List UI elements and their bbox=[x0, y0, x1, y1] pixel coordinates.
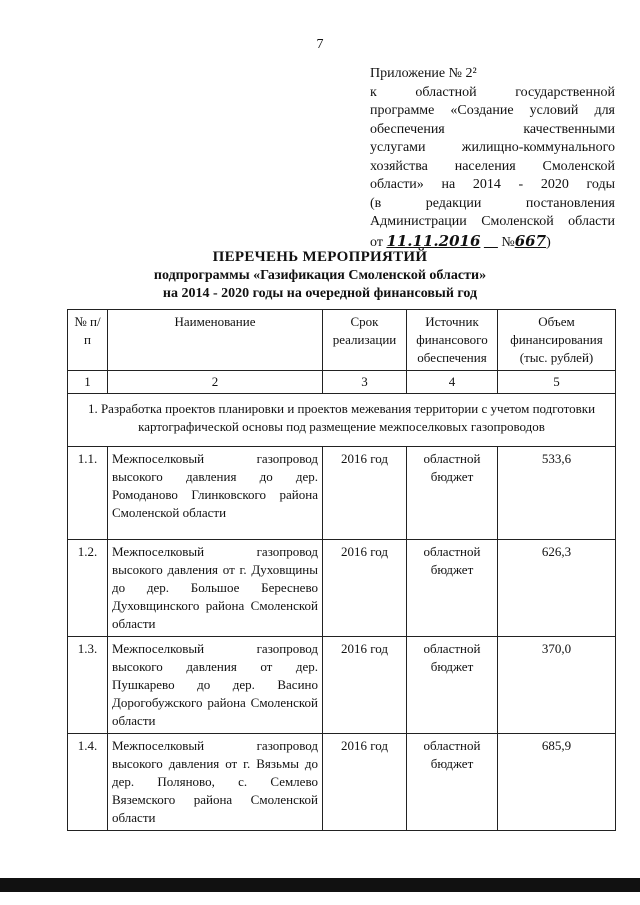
table-row bbox=[68, 637, 616, 734]
row-amount: 533,6 bbox=[498, 447, 616, 540]
from-label: от bbox=[370, 234, 383, 250]
row-term: 2016 год bbox=[323, 637, 407, 734]
column-number: 5 bbox=[498, 371, 616, 394]
row-num: 1.2. bbox=[68, 540, 108, 637]
table-row bbox=[68, 447, 616, 540]
page-number: 7 bbox=[316, 37, 324, 52]
title-line-2: подпрограммы «Газификация Смоленской области» bbox=[153, 268, 487, 283]
table-header-row bbox=[68, 310, 616, 371]
row-term: 2016 год bbox=[323, 734, 407, 831]
section-row bbox=[68, 394, 616, 447]
row-source: областной бюджет bbox=[407, 540, 498, 637]
table-row bbox=[68, 540, 616, 637]
row-num: 1.1. bbox=[68, 447, 108, 540]
row-term: 2016 год bbox=[323, 447, 407, 540]
row-source: областной бюджет bbox=[407, 447, 498, 540]
header-name: Наименование bbox=[108, 310, 323, 371]
document-title bbox=[0, 248, 640, 303]
row-name: Межпоселковый газопровод высокого давления от г. Духовщины до дер. Большое Береснево Духовщинского района Смоленской области bbox=[108, 540, 323, 637]
appendix-line: Администрации Смоленской области bbox=[370, 214, 615, 229]
column-number-row bbox=[68, 371, 616, 394]
title-line-3: на 2014 - 2020 годы на очередной финансовый год bbox=[162, 286, 478, 301]
appendix-line: (в редакции постановления bbox=[370, 195, 615, 211]
measures-table bbox=[67, 309, 616, 831]
appendix-line: программе «Создание условий для bbox=[370, 103, 615, 118]
appendix-line: хозяйства населения Смоленской bbox=[370, 158, 615, 174]
row-name: Межпоселковый газопровод высокого давления до дер. Ромоданово Глинковского района Смоленской области bbox=[108, 447, 323, 540]
handwritten-number: 667 bbox=[514, 231, 547, 250]
column-number: 2 bbox=[108, 371, 323, 394]
row-source: областной бюджет bbox=[407, 734, 498, 831]
column-number: 1 bbox=[68, 371, 108, 394]
appendix-line: Приложение № 2² bbox=[370, 66, 477, 81]
row-num: 1.4. bbox=[68, 734, 108, 831]
appendix-header bbox=[370, 65, 615, 252]
row-name: Межпоселковый газопровод высокого давления от дер. Пушкарево до дер. Васино Дорогобужского района Смоленской области bbox=[108, 637, 323, 734]
appendix-line: области» на 2014 - 2020 годы bbox=[370, 177, 615, 192]
column-number: 3 bbox=[323, 371, 407, 394]
section-title: 1. Разработка проектов планировки и проектов межевания территории с учетом подготовки картографической основы под размещение межпоселковых газопроводов bbox=[68, 394, 616, 447]
header-amount: Объем финансирования (тыс. рублей) bbox=[498, 310, 616, 371]
header-source: Источник финансового обеспечения bbox=[407, 310, 498, 371]
appendix-line: услугами жилищно-коммунального bbox=[370, 140, 615, 155]
appendix-date-line: от 11.11.2016 №667) bbox=[370, 231, 551, 250]
column-number: 4 bbox=[407, 371, 498, 394]
scan-edge-bar bbox=[0, 878, 640, 892]
header-term: Срок реализации bbox=[323, 310, 407, 371]
appendix-line: обеспечения качественными bbox=[370, 121, 615, 137]
title-line-1: ПЕРЕЧЕНЬ МЕРОПРИЯТИЙ bbox=[212, 249, 428, 265]
table-row bbox=[68, 734, 616, 831]
row-num: 1.3. bbox=[68, 637, 108, 734]
row-term: 2016 год bbox=[323, 540, 407, 637]
appendix-line: к областной государственной bbox=[370, 84, 615, 100]
handwritten-date: 11.11.2016 bbox=[386, 231, 481, 250]
row-amount: 626,3 bbox=[498, 540, 616, 637]
row-name: Межпоселковый газопровод высокого давления от г. Вязьмы до дер. Поляново, с. Семлево Вяземского района Смоленской области bbox=[108, 734, 323, 831]
number-label: № bbox=[501, 234, 515, 250]
row-amount: 370,0 bbox=[498, 637, 616, 734]
header-num: № п/п bbox=[68, 310, 108, 371]
row-amount: 685,9 bbox=[498, 734, 616, 831]
row-source: областной бюджет bbox=[407, 637, 498, 734]
